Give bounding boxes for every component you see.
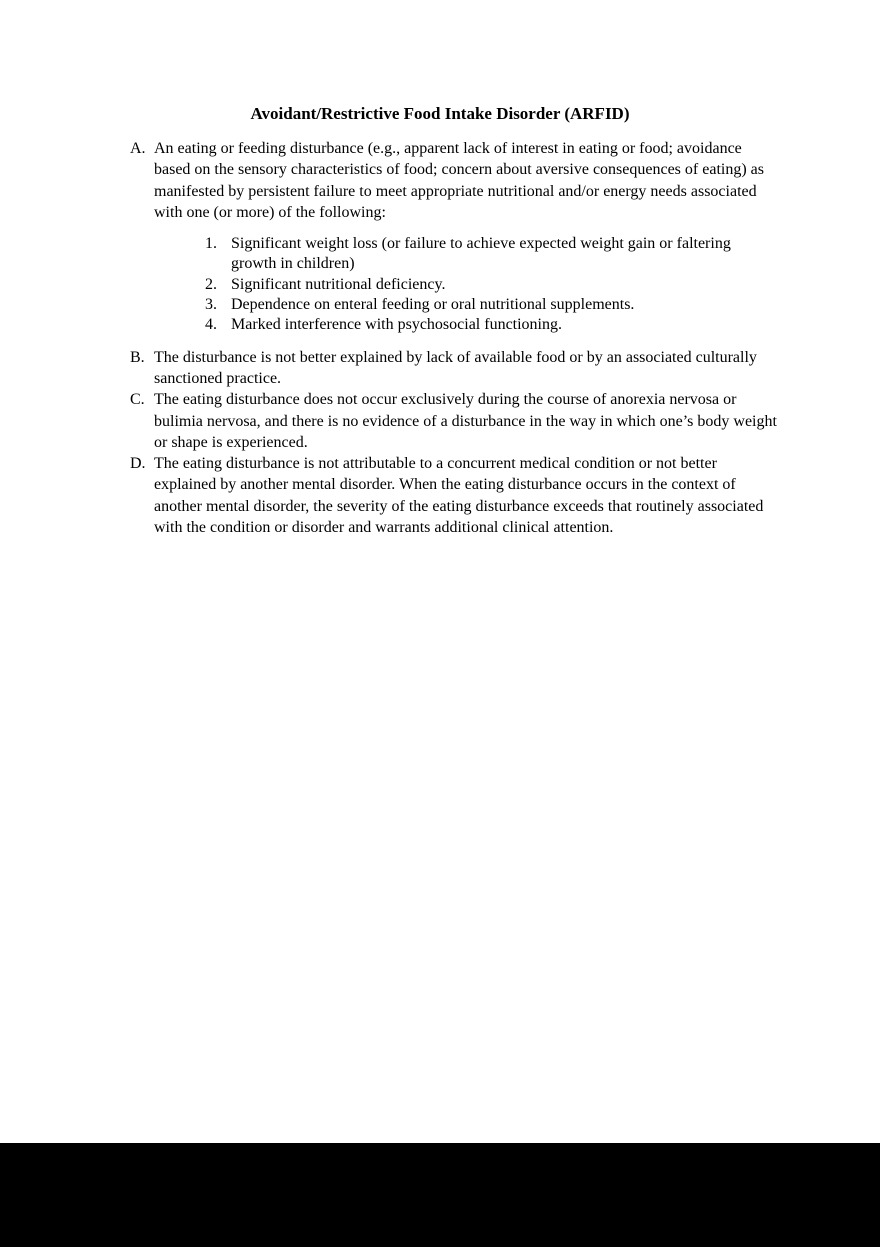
subitem-1 — [205, 234, 750, 275]
criterion-C-label: C. — [130, 391, 145, 409]
criterion-D-label: D. — [130, 455, 146, 473]
criterion-A — [130, 138, 778, 336]
subitem-1-label: 1. — [205, 235, 217, 253]
subitem-3-text: Dependence on enteral feeding or oral nutritional supplements. — [231, 296, 635, 314]
criteria-list — [130, 138, 778, 538]
scan-bottom-black-bar — [0, 1143, 880, 1247]
subitem-1-text: Significant weight loss (or failure to achieve expected weight gain or faltering growth in children) — [231, 235, 731, 273]
criterion-A-sublist — [205, 234, 750, 335]
subitem-2 — [205, 275, 750, 295]
criterion-D-text: The eating disturbance is not attributable to a concurrent medical condition or not better explained by another mental disorder. When the eating disturbance occurs in the context of another mental disorder, the severity of the eating disturbance exceeds that routinely associated with the condition or disorder and warrants additional clinical attention. — [154, 455, 764, 537]
criterion-B-label: B. — [130, 348, 145, 366]
subitem-3-label: 3. — [205, 296, 217, 314]
subitem-4-text: Marked interference with psychosocial functioning. — [231, 316, 562, 334]
subitem-2-label: 2. — [205, 275, 217, 293]
criterion-D — [130, 453, 778, 538]
document-title: Avoidant/Restrictive Food Intake Disorder (ARFID) — [250, 104, 630, 123]
criterion-A-label: A. — [130, 140, 146, 157]
subitem-3 — [205, 295, 750, 315]
criterion-B-text: The disturbance is not better explained by lack of available food or by an associated culturally sanctioned practice. — [154, 348, 757, 387]
criterion-A-text: An eating or feeding disturbance (e.g., apparent lack of interest in eating or food; avoidance based on the sensory characteristics of food; concern about aversive consequences of eating) as manifested by persistent failure to meet appropriate nutritional and/or energy needs associated with one (or more) of the following: — [154, 140, 764, 221]
subitem-2-text: Significant nutritional deficiency. — [231, 275, 446, 293]
subitem-4 — [205, 315, 750, 335]
criterion-C-text: The eating disturbance does not occur exclusively during the course of anorexia nervosa or bulimia nervosa, and there is no evidence of a disturbance in the way in which one’s body weight or shape is experienced. — [154, 391, 777, 451]
criterion-B — [130, 347, 778, 390]
subitem-4-label: 4. — [205, 316, 217, 334]
criterion-C — [130, 389, 778, 453]
